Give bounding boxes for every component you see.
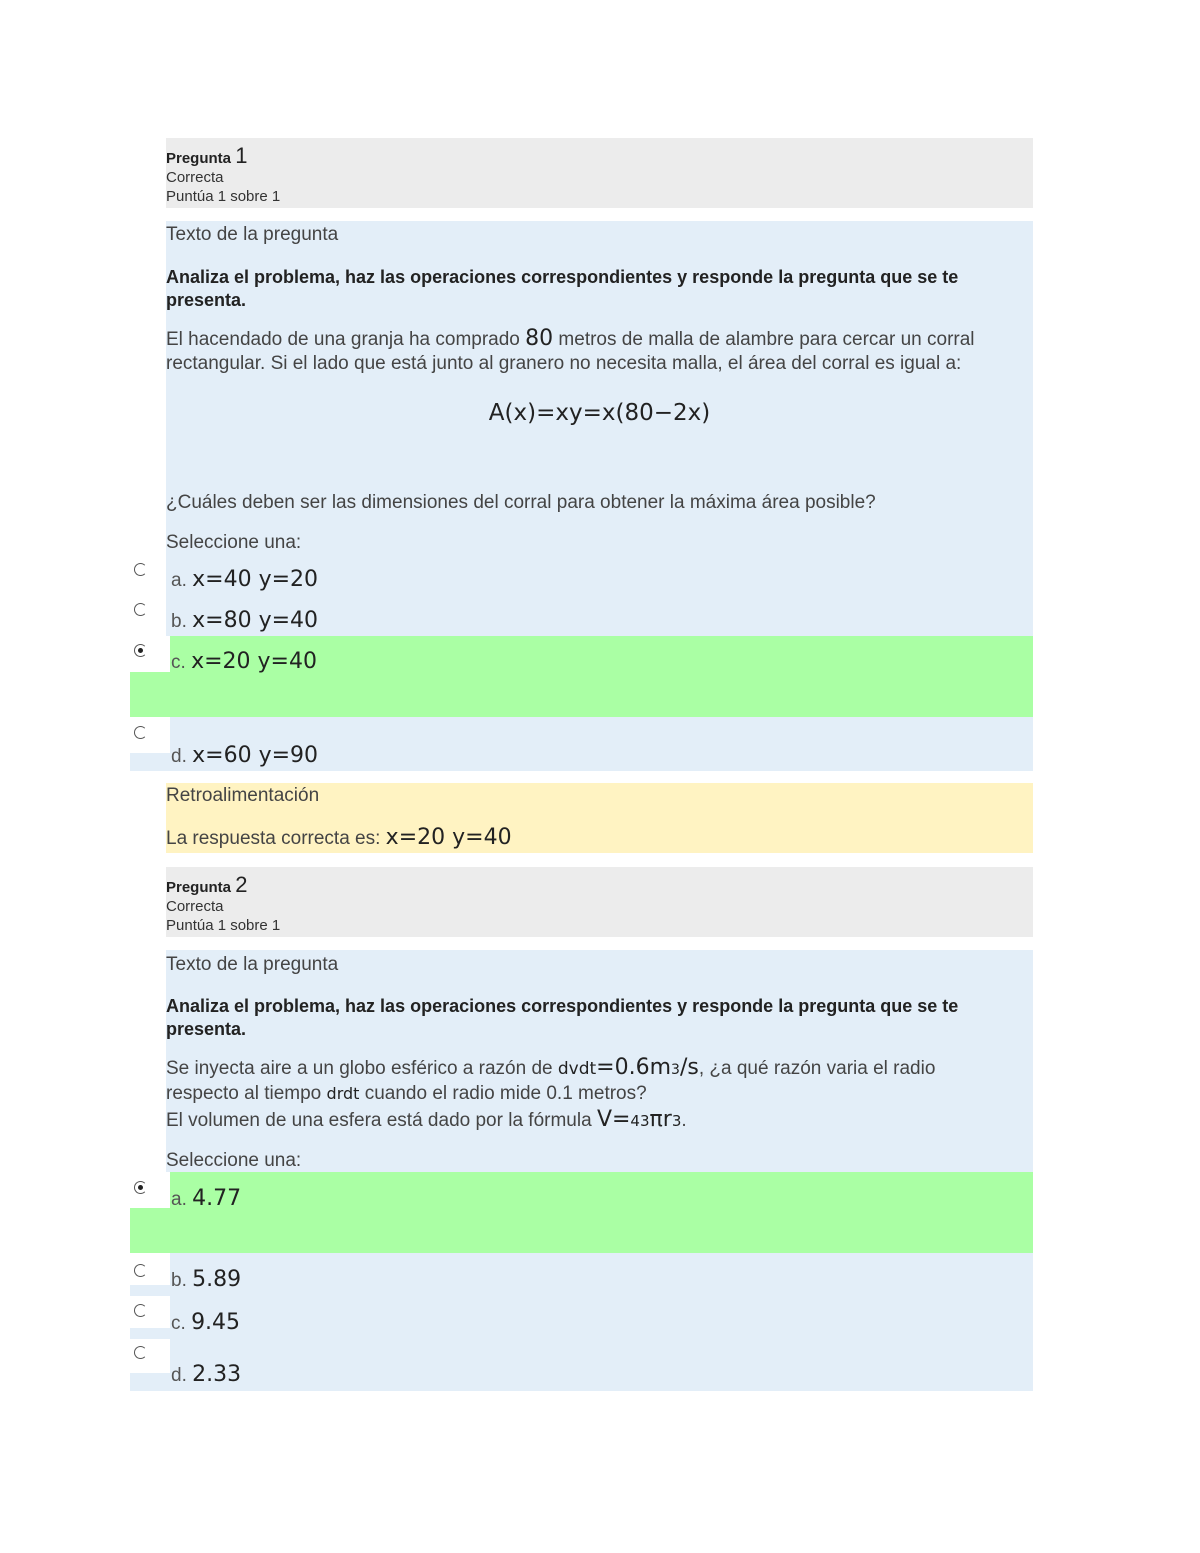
q1-option-d-radio[interactable] xyxy=(134,726,147,739)
q2-line3-frac: 43 xyxy=(630,1112,650,1130)
q1-problem-part1: El hacendado de una granja ha comprado xyxy=(166,329,526,350)
q1-option-a[interactable] xyxy=(171,567,318,592)
q2-line3-pi: πr xyxy=(649,1107,672,1132)
q1-problem-part2: metros de malla de alambre para cercar un corral rectangular. Si el lado que está junto al granero no necesita malla, el área del corral es igual a: xyxy=(166,329,975,374)
q2-status: Correcta xyxy=(166,898,224,915)
q2-option-d-value: 2.33 xyxy=(192,1362,242,1387)
q2-line3-a: El volumen de una esfera está dado por la fórmula xyxy=(166,1110,597,1131)
q2-option-c-letter: c. xyxy=(171,1313,186,1334)
q1-option-b[interactable] xyxy=(171,608,318,633)
q1-title-label: Pregunta xyxy=(166,150,232,167)
q1-text-header: Texto de la pregunta xyxy=(166,224,339,245)
q1-score: Puntúa 1 sobre 1 xyxy=(166,188,281,205)
q1-formula: A(x)=xy=x(80−2x) xyxy=(488,400,711,426)
q2-option-c[interactable] xyxy=(171,1310,240,1335)
q2-title xyxy=(166,872,247,898)
q2-line1-exp: 3 xyxy=(671,1062,680,1078)
q2-option-a[interactable] xyxy=(171,1186,241,1211)
q2-line3 xyxy=(166,1108,1026,1133)
q2-line3-end: . xyxy=(681,1110,687,1131)
q2-line3-v: V= xyxy=(596,1107,631,1132)
q1-feedback-text: La respuesta correcta es: xyxy=(166,828,386,849)
q2-line1-unit: /s xyxy=(679,1055,699,1080)
q2-line2-a: respecto al tiempo xyxy=(166,1083,327,1104)
q1-option-c-letter: c. xyxy=(171,652,186,673)
q1-problem xyxy=(166,327,1026,376)
q1-problem-number: 80 xyxy=(525,326,554,351)
q1-option-c-radio[interactable] xyxy=(134,644,147,657)
q2-option-d-radio[interactable] xyxy=(134,1346,147,1359)
q1-option-a-radio[interactable] xyxy=(134,563,147,576)
q2-line3-exp: 3 xyxy=(671,1112,682,1130)
q1-title xyxy=(166,143,247,169)
q2-score: Puntúa 1 sobre 1 xyxy=(166,917,281,934)
q1-info-box xyxy=(166,138,1033,208)
q2-line2-drdt: drdt xyxy=(326,1084,360,1103)
q2-option-a-letter: a. xyxy=(171,1189,187,1210)
q2-option-a-radio[interactable] xyxy=(134,1181,147,1194)
q2-info-box xyxy=(166,867,1033,937)
q2-title-label: Pregunta xyxy=(166,879,232,896)
q2-option-d-letter: d. xyxy=(171,1365,187,1386)
q2-option-a-highlight xyxy=(130,1172,1033,1253)
q1-option-a-letter: a. xyxy=(171,570,187,591)
q1-question: ¿Cuáles deben ser las dimensiones del corral para obtener la máxima área posible? xyxy=(166,492,876,513)
q2-option-c-radio[interactable] xyxy=(134,1304,147,1317)
q2-option-a-value: 4.77 xyxy=(192,1186,242,1211)
q2-option-b-letter: b. xyxy=(171,1270,187,1291)
q1-instruction: Analiza el problema, haz las operaciones correspondientes y responde la pregunta que se te presenta. xyxy=(166,267,959,310)
q2-line1-eq: =0.6m xyxy=(596,1055,672,1080)
q2-line1-dvdt: dvdt xyxy=(557,1059,597,1079)
q2-select-label: Seleccione una: xyxy=(166,1150,302,1171)
q2-option-d[interactable] xyxy=(171,1362,241,1387)
q2-line1 xyxy=(166,1056,1026,1082)
q2-instruction: Analiza el problema, haz las operaciones correspondientes y responde la pregunta que se te presenta. xyxy=(166,996,959,1039)
q2-option-b-value: 5.89 xyxy=(192,1267,242,1292)
q1-option-d-value: x=60 y=90 xyxy=(192,743,319,768)
q2-option-c-value: 9.45 xyxy=(191,1310,241,1335)
q2-option-b-radio[interactable] xyxy=(134,1264,147,1277)
q2-number: 2 xyxy=(235,872,248,897)
q2-options-rest xyxy=(130,1253,1033,1391)
q1-option-b-value: x=80 y=40 xyxy=(192,608,319,633)
q1-option-b-radio[interactable] xyxy=(134,603,147,616)
q1-number: 1 xyxy=(235,143,248,168)
q1-feedback xyxy=(166,826,1026,851)
q1-status: Correcta xyxy=(166,169,224,186)
q1-feedback-answer: x=20 y=40 xyxy=(385,825,512,850)
q2-line2-b: cuando el radio mide 0.1 metros? xyxy=(359,1083,647,1104)
q1-option-d[interactable] xyxy=(171,743,318,768)
q1-option-b-letter: b. xyxy=(171,611,187,632)
q1-option-d-letter: d. xyxy=(171,746,187,767)
q1-option-a-value: x=40 y=20 xyxy=(192,567,319,592)
q1-option-c[interactable] xyxy=(171,649,317,674)
q2-line1-a: Se inyecta aire a un globo esférico a razón de xyxy=(166,1058,558,1079)
q1-select-label: Seleccione una: xyxy=(166,532,302,553)
q1-feedback-title: Retroalimentación xyxy=(166,785,320,806)
q2-option-b[interactable] xyxy=(171,1267,241,1292)
q2-text-header: Texto de la pregunta xyxy=(166,954,339,975)
q2-line1-b: , ¿a qué razón varia el radio xyxy=(698,1058,936,1079)
q2-line2 xyxy=(166,1082,1026,1106)
q1-option-c-value: x=20 y=40 xyxy=(191,649,317,674)
